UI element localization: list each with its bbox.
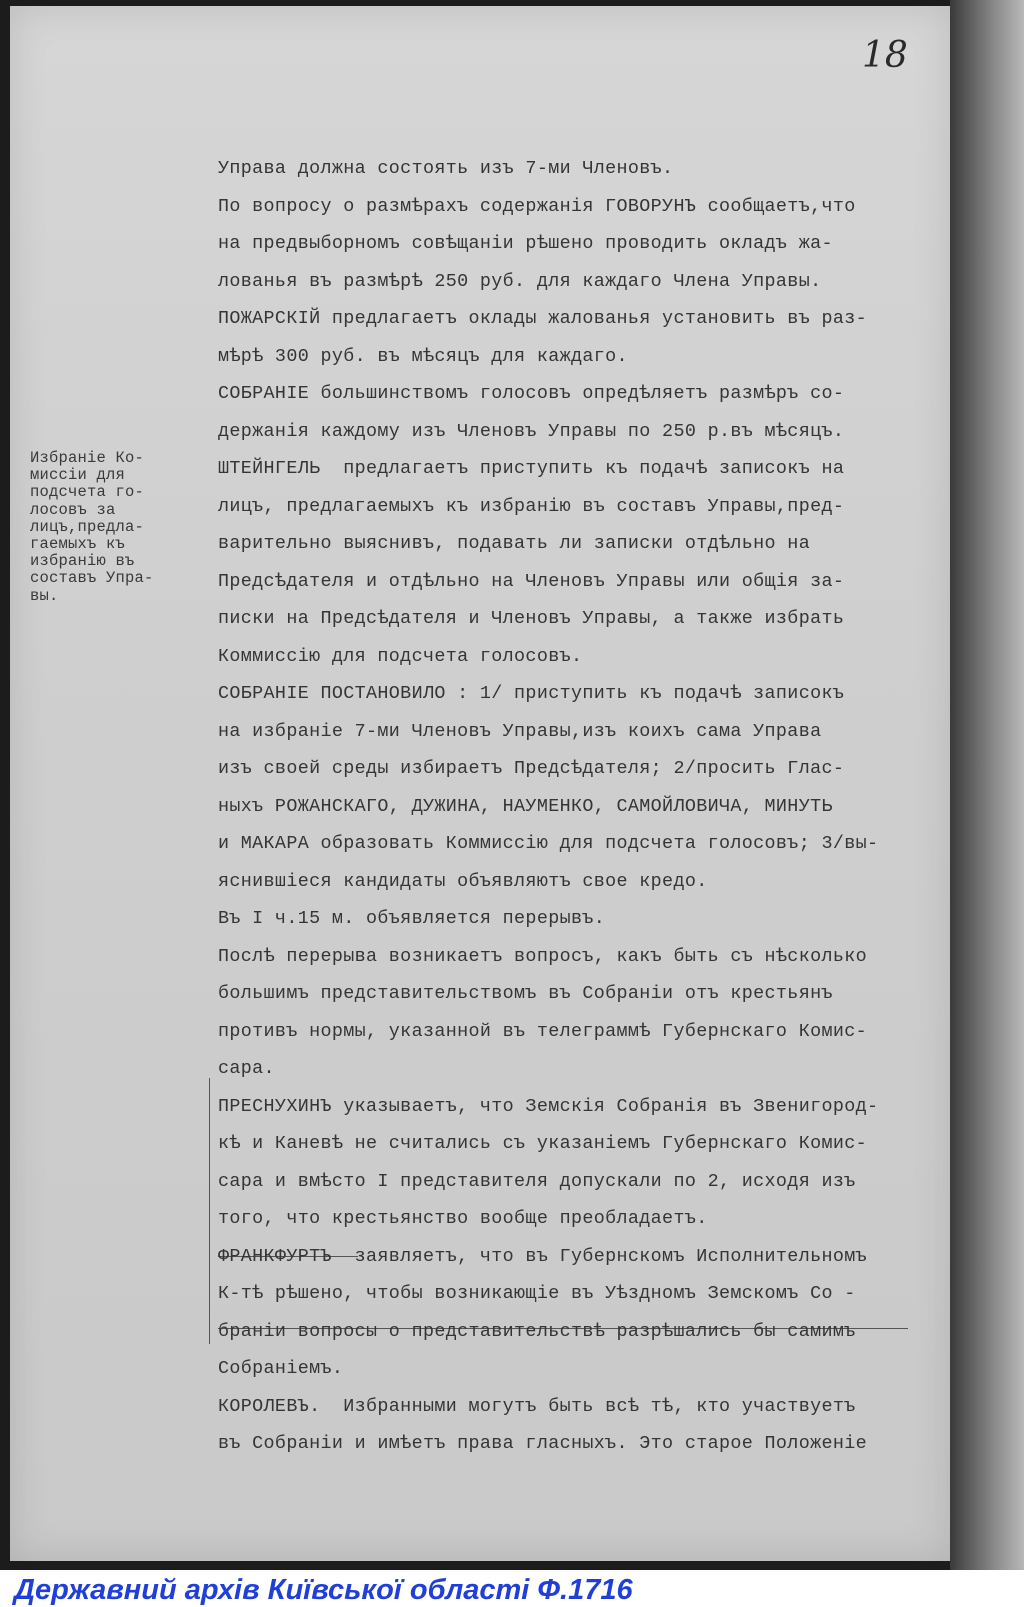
text-line: ШТЕЙНГЕЛЬ предлагаетъ приступить къ подачѣ записокъ на [218,458,845,479]
text-line: держанія каждому изъ Членовъ Управы по 250 р.въ мѣсяцъ. [218,420,845,442]
archive-caption: Державний архів Київської області Ф.1716 [14,1574,633,1606]
text-line: КОРОЛЕВЪ. Избранными могутъ быть всѣ тѣ, кто участвуетъ [218,1395,856,1417]
text-line: Въ I ч.15 м. объявляется перерывъ. [218,908,606,929]
text-line: СОБРАНІЕ ПОСТАНОВИЛО : 1/ приступить къ подачѣ записокъ [218,683,845,704]
main-typed-text [218,150,930,1463]
text-line: ПРЕСНУХИНЪ указываетъ, что Земскія Собранія въ Звенигород- [218,1095,879,1117]
margin-note-line: вы. [30,586,59,605]
text-line: въ Собраніи и имѣетъ права гласныхъ. Это старое Положеніе [218,1433,868,1454]
text-line: противъ нормы, указанной въ телеграммѣ Губернскаго Комис- [218,1020,868,1042]
text-line: сара. [218,1058,275,1079]
text-line: ПОЖАРСКІЙ предлагаетъ оклады жалованья установить въ раз- [218,308,868,329]
text-line: Собраніемъ. [218,1358,344,1379]
margin-note-line: лицъ,предла- [30,517,145,536]
margin-note [30,450,190,605]
text-line: Управа должна состоять изъ 7-ми Членовъ. [218,158,674,179]
margin-note-line: составъ Упра- [30,569,154,588]
text-line: того, что крестьянство вообще преобладаетъ. [218,1208,708,1229]
text-line: По вопросу о размѣрахъ содержанія ГОВОРУНЪ сообщаетъ,что [218,195,856,217]
margin-note-line: миссіи для [30,466,126,485]
text-line: СОБРАНІЕ большинствомъ голосовъ опредѣляетъ размѣръ со- [218,383,845,404]
text-line: большимъ представительствомъ въ Собраніи отъ крестьянъ [218,983,833,1004]
text-line: мѣрѣ 300 руб. въ мѣсяцъ для каждаго. [218,345,628,367]
text-line: на избраніе 7-ми Членовъ Управы,изъ коихъ сама Управа [218,720,822,742]
text-line: сара и вмѣсто I представителя допускали по 2, исходя изъ [218,1170,856,1192]
text-line: Послѣ перерыва возникаетъ вопросъ, какъ быть съ нѣсколько [218,945,868,967]
text-line: браніи вопросы о представительствѣ разрѣшались бы самимъ [218,1320,856,1342]
margin-note-line: избранію въ [30,552,135,571]
text-line: изъ своей среды избираетъ Предсѣдателя; 2/просить Глас- [218,758,845,779]
text-line: и МАКАРА образовать Коммиссію для подсчета голосовъ; 3/вы- [218,833,879,854]
text-line: Предсѣдателя и отдѣльно на Членовъ Управы или общія за- [218,570,845,592]
text-line: яснившіеся кандидаты объявляютъ свое кредо. [218,870,708,892]
folio-number: 18 [862,35,908,76]
text-line: кѣ и Каневѣ не считались съ указаніемъ Губернскаго Комис- [218,1133,868,1154]
text-line: Коммиссію для подсчета голосовъ. [218,645,583,667]
text-line: ФРАНКФУРТЪ заявляетъ, что въ Губернскомъ Исполнительномъ [218,1245,868,1267]
text-line: варительно выяснивъ, подавать ли записки отдѣльно на [218,533,811,554]
margin-note-line: подсчета го- [30,483,145,502]
text-line: писки на Предсѣдателя и Членовъ Управы, а также избрать [218,608,845,629]
text-line: лованья въ размѣрѣ 250 руб. для каждаго Члена Управы. [218,270,822,292]
margin-note-line: Избраніе Ко- [30,449,145,467]
margin-note-line: гаемыхъ къ [30,534,126,553]
margin-note-line: лосовъ за [30,500,116,519]
text-line: на предвыборномъ совѣщаніи рѣшено проводить окладъ жа- [218,233,833,254]
margin-bracket-mark [209,1078,216,1344]
text-line: лицъ, предлагаемыхъ къ избранію въ составъ Управы,пред- [218,495,845,517]
text-line: ныхъ РОЖАНСКАГО, ДУЖИНА, НАУМЕНКО, САМОЙЛОВИЧА, МИНУТЬ [218,795,833,817]
scan-background-edge [950,0,1024,1570]
text-line: К-тѣ рѣшено, чтобы возникающіе въ Уѣздномъ Земскомъ Со - [218,1283,856,1304]
